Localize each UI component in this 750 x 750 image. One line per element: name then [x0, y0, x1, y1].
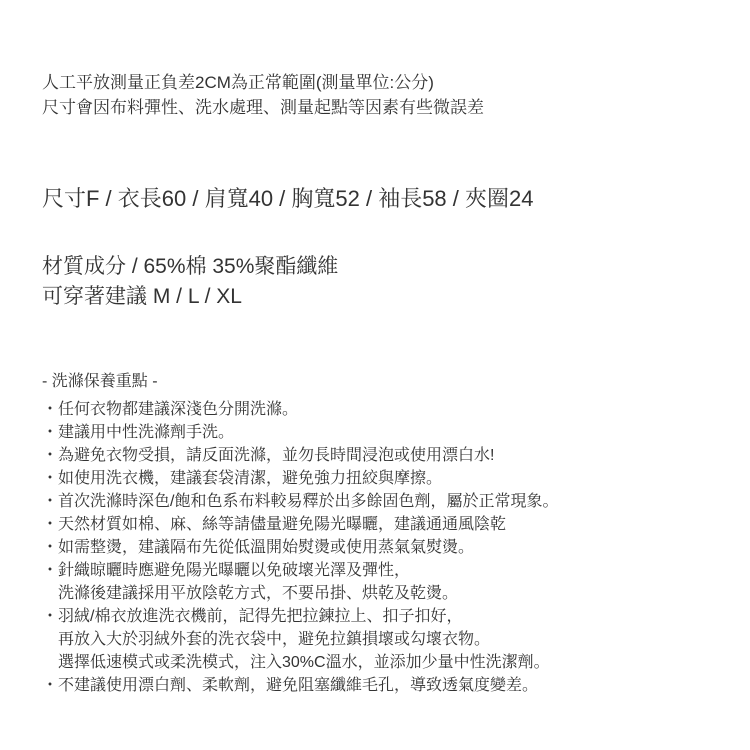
care-line: ・首次洗滌時深色/飽和色系布料較易釋於出多餘固色劑，屬於正常現象。: [42, 493, 559, 510]
material-section: [42, 252, 338, 312]
care-line: ・羽絨/棉衣放進洗衣機前，記得先把拉鍊拉上、扣子扣好，: [42, 608, 463, 625]
size-spec-line: 尺寸F / 衣長60 / 肩寬40 / 胸寬52 / 袖長58 / 夾圈24: [42, 186, 534, 211]
care-line: ・如需整燙，建議隔布先從低溫開始熨燙或使用蒸氣氣熨燙。: [42, 539, 475, 556]
care-line: ・針織晾曬時應避免陽光曝曬以免破壞光澤及彈性，: [42, 562, 411, 579]
care-line-continuation: 再放入大於羽絨外套的洗衣袋中，避免拉鎮損壞或勾壞衣物。: [58, 631, 491, 648]
measurement-note-line2: 尺寸會因布料彈性、洗水處理、測量起點等因素有些微誤差: [42, 98, 484, 117]
care-line: ・天然材質如棉、麻、絲等請儘量避免陽光曝曬，建議通通風陰乾: [42, 516, 507, 533]
wear-suggestion: 可穿著建議 M / L / XL: [42, 285, 242, 308]
care-line: ・如使用洗衣機，建議套袋清潔，避免強力扭絞與摩擦。: [42, 470, 443, 487]
care-line: ・不建議使用漂白劑、柔軟劑，避免阻塞纖維毛孔，導致透氣度變差。: [42, 677, 539, 694]
material-composition: 材質成分 / 65%棉 35%聚酯纖維: [42, 255, 339, 278]
care-line: ・任何衣物都建議深淺色分開洗滌。: [42, 401, 299, 418]
care-line-continuation: 選擇低速模式或柔洗模式，注入30%C溫水，並添加少量中性洗潔劑。: [58, 654, 550, 671]
care-line: ・為避免衣物受損，請反面洗滌，並勿長時間浸泡或使用漂白水!: [42, 447, 495, 464]
care-line: ・建議用中性洗滌劑手洗。: [42, 424, 235, 441]
care-section-title: - 洗滌保養重點 -: [42, 373, 158, 390]
care-section: [42, 370, 558, 697]
measurement-note: [42, 70, 484, 120]
measurement-note-line1: 人工平放測量正負差2CM為正常範圍(測量單位:公分): [42, 73, 434, 92]
care-line-continuation: 洗滌後建議採用平放陰乾方式，不要吊掛、烘乾及乾燙。: [58, 585, 459, 602]
